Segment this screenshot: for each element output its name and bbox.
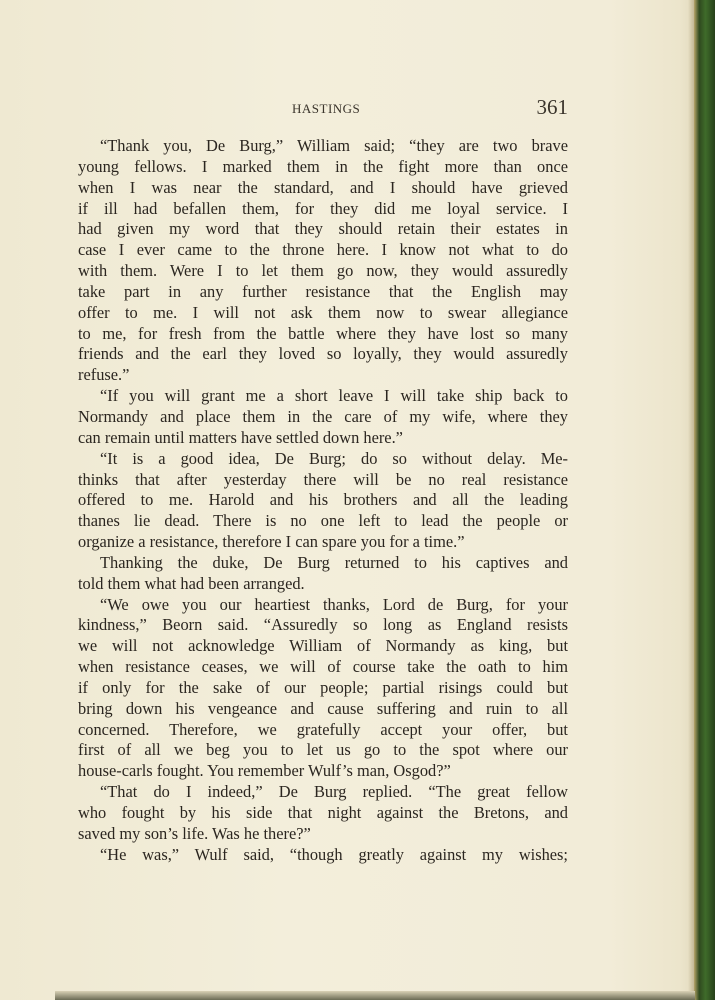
text-line: kindness,” Beorn said. “Assuredly so long as England resists	[78, 615, 568, 635]
text-line: young fellows. I marked them in the fight more than once	[78, 156, 568, 176]
text-line: told them what had been arranged.	[78, 573, 305, 593]
text-line: if only for the sake of our people; partial risings could but	[78, 677, 568, 697]
text-line: “That do I indeed,” De Burg replied. “The great fellow	[100, 782, 568, 802]
text-line: concerned. Therefore, we gratefully accept your offer, but	[78, 719, 568, 739]
text-line: “Thank you, De Burg,” William said; “they are two brave	[100, 136, 568, 155]
text-line: can remain until matters have settled down here.”	[78, 427, 403, 447]
text-line: first of all we beg you to let us go to the spot where our	[78, 740, 568, 760]
text-line: organize a resistance, therefore I can spare you for a time.”	[78, 532, 465, 552]
text-line: friends and the earl they loved so loyally, they would assuredly	[78, 344, 568, 364]
page-bottom-edge	[55, 991, 695, 1000]
text-line: house-carls fought. You remember Wulf’s man, Osgod?”	[78, 761, 451, 781]
text-line: bring down his vengeance and cause suffering and ruin to all	[78, 698, 568, 718]
text-line: saved my son’s life. Was he there?”	[78, 823, 311, 843]
text-line: when resistance ceases, we will of course take the oath to him	[78, 657, 568, 677]
text-line: we will not acknowledge William of Normandy as king, but	[78, 636, 568, 656]
text-line: when I was near the standard, and I should have grieved	[78, 177, 568, 197]
text-line: take part in any further resistance that the English may	[78, 281, 568, 301]
text-line: if ill had befallen them, for they did me loyal service. I	[78, 198, 568, 218]
text-line: “It is a good idea, De Burg; do so without delay. Me-	[100, 448, 568, 468]
text-line: to me, for fresh from the battle where they have lost so many	[78, 323, 568, 343]
page-number: 361	[536, 95, 568, 119]
text-line: Normandy and place them in the care of my wife, where they	[78, 406, 568, 426]
page-header	[78, 95, 568, 123]
text-line: who fought by his side that night against the Bretons, and	[78, 803, 568, 822]
text-line: thinks that after yesterday there will be no real resistance	[78, 469, 568, 489]
text-line: had given my word that they should retain their estates in	[78, 219, 568, 239]
body-text	[78, 136, 568, 866]
text-line: refuse.”	[78, 365, 130, 385]
text-line: with them. Were I to let them go now, they would assuredly	[78, 261, 568, 281]
text-line: offer to me. I will not ask them now to swear allegiance	[78, 302, 568, 322]
text-line: thanes lie dead. There is no one left to lead the people or	[78, 511, 568, 531]
book-cover-edge	[694, 0, 715, 1000]
text-line: “If you will grant me a short leave I will take ship back to	[100, 386, 568, 406]
text-line: offered to me. Harold and his brothers and all the leading	[78, 490, 568, 510]
running-head: HASTINGS	[292, 101, 361, 116]
text-line: Thanking the duke, De Burg returned to his captives and	[100, 552, 568, 572]
text-line: “He was,” Wulf said, “though greatly against my wishes;	[100, 844, 568, 864]
text-line: case I ever came to the throne here. I know not what to do	[78, 240, 568, 260]
text-line: “We owe you our heartiest thanks, Lord de Burg, for your	[100, 594, 568, 614]
